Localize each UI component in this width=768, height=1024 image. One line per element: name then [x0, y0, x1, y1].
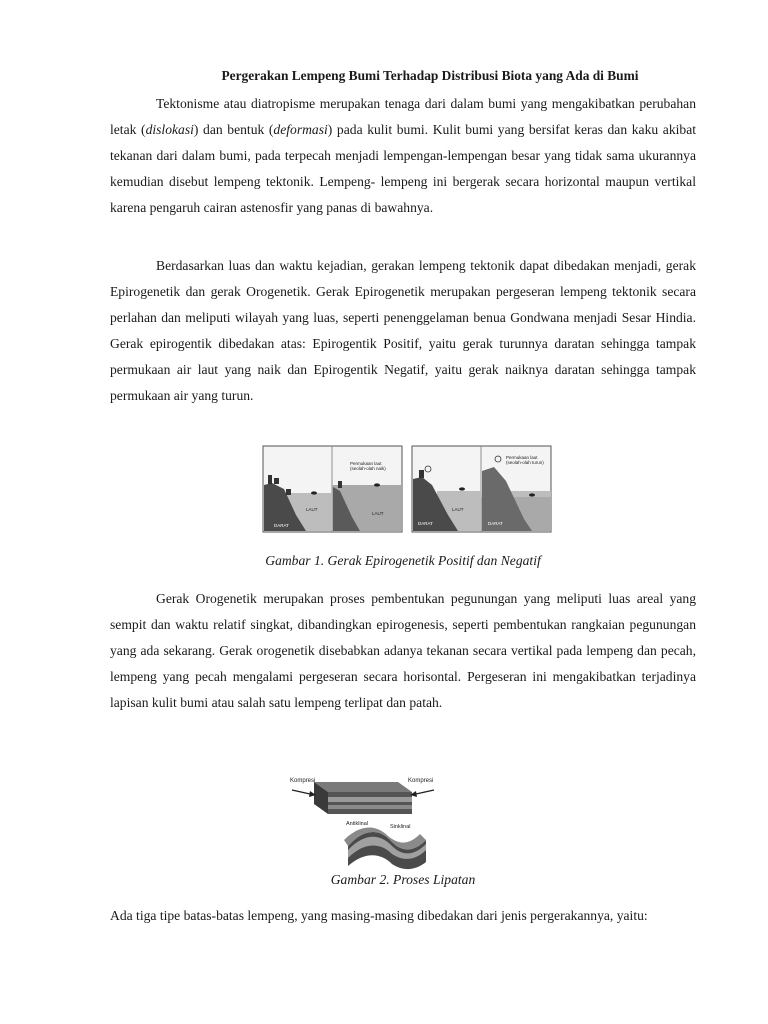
label-permukaan-turun-2: (seolah-olah turun) [506, 460, 544, 465]
label-permukaan-naik: Permukaan laut [350, 461, 382, 466]
figure-lipatan-folded-block [344, 821, 426, 869]
label-antiklinal: Antiklinal [346, 821, 369, 827]
paragraph-tektonisme-text-2: ) dan bentuk ( [193, 122, 274, 137]
figure-epirogenetik-panel-negatif [412, 446, 551, 532]
figure-epirogenetik [262, 445, 552, 533]
term-dislokasi: dislokasi [145, 122, 194, 137]
label-permukaan-naik-2: (seolah-olah naik) [350, 466, 386, 471]
term-deformasi: deformasi [273, 122, 328, 137]
figure-lipatan [288, 770, 438, 870]
label-darat-2: DARAT [418, 521, 433, 526]
label-permukaan-turun: Permukaan laut [506, 455, 538, 460]
paragraph-batas-lempeng: Ada tiga tipe batas-batas lempeng, yang masing-masing dibedakan dari jenis pergerakannya, yaitu: [110, 908, 648, 923]
paragraph-tektonisme-text-1: Tektonisme atau diatropisme merupakan tenaga dari dalam bumi yang mengakibatkan perubahan letak ( [110, 96, 696, 137]
figure-epirogenetik-caption: Gambar 1. Gerak Epirogenetik Positif dan Negatif [265, 553, 541, 568]
paragraph-orogenetik: Gerak Orogenetik merupakan proses pembentukan pegunungan yang meliputi luas areal yang sempit dan waktu relatif singkat, dibandingkan epirogenesis, seperti pembentukan rangkaian pegunungan yang ada sekarang. Gerak orogenetik disebabkan adanya tekanan secara vertikal pada lempeng dan pecah, lempeng yang pecah mengalami pergeseran secara horisontal. Pergeseran ini mengakibatkan terjadinya lapisan kulit bumi atau salah satu lempeng terlipat dan patah. [110, 591, 696, 710]
figure-lipatan-caption: Gambar 2. Proses Lipatan [330, 872, 476, 887]
label-darat-1: DARAT [274, 523, 289, 528]
paragraph-epirogenetik: Berdasarkan luas dan waktu kejadian, gerakan lempeng tektonik dapat dibedakan menjadi, gerak Epirogenetik dan gerak Orogenetik. Gerak Epirogenetik merupakan pergeseran lempeng tektonik secara perlahan dan meliputi wilayah yang luas, seperti penenggelaman benua Gondwana menjadi Sesar Hindia. Gerak epirogentik dibedakan atas: Epirogentik Positif, yaitu gerak turunnya daratan sehingga tampak permukaan air laut yang naik dan Epirogentik Negatif, yaitu gerak naiknya daratan sehingga tampak permukaan air yang turun. [110, 258, 696, 403]
document-title: Pergerakan Lempeng Bumi Terhadap Distribusi Biota yang Ada di Bumi [221, 68, 639, 83]
figure-epirogenetik-panel-positif [263, 446, 402, 532]
label-kompresi-right: Kompresi [408, 778, 434, 784]
figure-lipatan-flat-block [290, 778, 434, 814]
label-laut-3: LAUT [452, 507, 464, 512]
label-sinklinal: Sinklinal [390, 824, 411, 830]
paragraph-tektonisme [110, 91, 696, 221]
label-laut-2: LAUT [372, 511, 384, 516]
label-laut-1: LAUT [306, 507, 318, 512]
label-kompresi-left: Kompresi [290, 778, 316, 784]
label-darat-3: DARAT [488, 521, 503, 526]
paragraph-tektonisme-text-3: ) pada kulit bumi. Kulit bumi yang bersifat keras dan kaku akibat tekanan dari dalam bumi, pada terpecah menjadi lempengan-lempengan besar yang tidak sama ukurannya kemudian disebut lempeng tektonik. Lempeng- lempeng ini bergerak secara horizontal maupun vertikal karena pengaruh cairan astenosfir yang panas di bawahnya. [110, 122, 697, 215]
